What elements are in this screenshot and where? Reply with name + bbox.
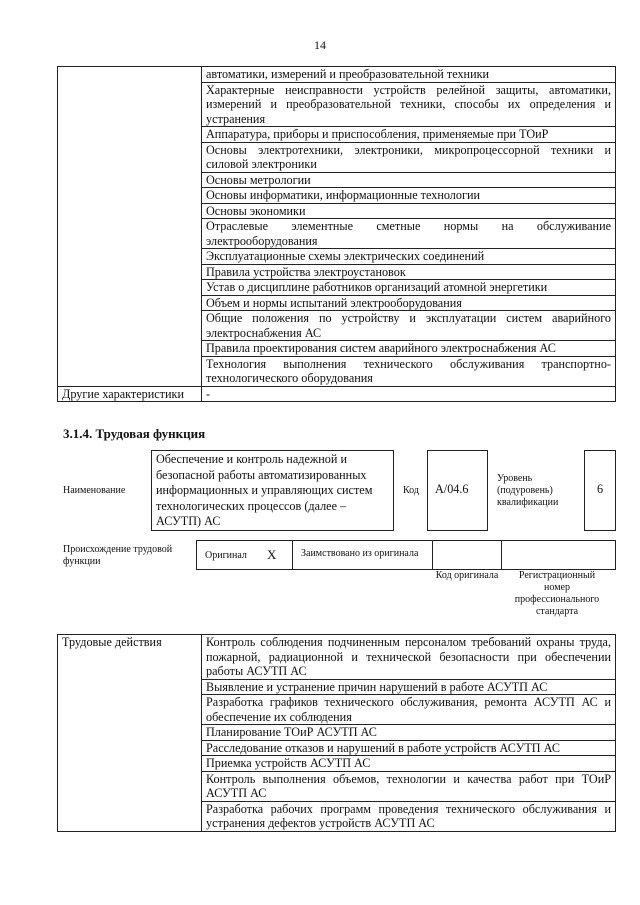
knowledge-item: Устав о дисциплине работников организаций атомной энергетики: [202, 280, 616, 296]
knowledge-item: Основы информатики, информационные технологии: [202, 188, 616, 204]
knowledge-item: Объем и нормы испытаний электрооборудования: [202, 295, 616, 311]
original-box: [196, 540, 293, 570]
knowledge-item: Основы экономики: [202, 203, 616, 219]
code-box: [427, 450, 488, 531]
knowledge-item: Эксплуатационные схемы электрических соединений: [202, 249, 616, 265]
borrowed-box: [292, 540, 433, 570]
original-mark: X: [267, 547, 277, 562]
origin-label: Происхождение трудовой функции: [63, 544, 173, 567]
action-item: Контроль выполнения объемов, технологии и качества работ при ТОиР АСУТП АС: [202, 771, 616, 801]
code-original-box: [432, 540, 502, 570]
knowledge-label-cell: [58, 67, 202, 387]
code-value: А/04.6: [435, 482, 469, 496]
knowledge-item: Правила проектирования систем аварийного электроснабжения АС: [202, 341, 616, 357]
knowledge-item: Технология выполнения технического обслуживания транспортно-технологического оборудования: [202, 356, 616, 386]
code-label: Код: [403, 485, 419, 496]
action-item: Выявление и устранение причин нарушений в работе АСУТП АС: [202, 679, 616, 695]
level-box: [584, 450, 616, 531]
action-item: Приемка устройств АСУТП АС: [202, 756, 616, 772]
reg-number-caption: Регистрационный номер профессионального стандарта: [514, 570, 600, 617]
knowledge-item: Правила устройства электроустановок: [202, 264, 616, 280]
actions-table: [57, 634, 616, 832]
knowledge-item: автоматики, измерений и преобразовательной техники: [202, 67, 616, 83]
knowledge-row: [58, 67, 616, 83]
action-item: Разработка рабочих программ проведения технического обслуживания и устранения дефектов устройств АСУТП АС: [202, 801, 616, 831]
knowledge-item: Основы метрологии: [202, 172, 616, 188]
actions-label: Трудовые действия: [58, 635, 202, 832]
code-original-caption: Код оригинала: [435, 570, 499, 581]
knowledge-item: Аппаратура, приборы и приспособления, применяемые при ТОиР: [202, 127, 616, 143]
section-title: 3.1.4. Трудовая функция: [63, 426, 206, 441]
other-value: -: [202, 386, 616, 402]
function-name-box: [151, 450, 394, 531]
level-label: Уровень (подуровень) квалификации: [497, 473, 559, 508]
original-label: Оригинал: [205, 550, 247, 561]
level-value: 6: [596, 482, 604, 496]
other-row: [58, 386, 616, 402]
knowledge-item: Основы электротехники, электроники, микропроцессорной техники и силовой электроники: [202, 142, 616, 172]
reg-number-box: [501, 540, 616, 570]
knowledge-item: Общие положения по устройству и эксплуатации систем аварийного электроснабжения АС: [202, 311, 616, 341]
function-name: Обеспечение и контроль надежной и безопасной работы автоматизированных информационных и управляющих систем технологических процессов (далее – АСУТП) АС: [156, 452, 373, 528]
action-item: Разработка графиков технического обслуживания, ремонта АСУТП АС и обеспечение их соблюдения: [202, 695, 616, 725]
action-item: Планирование ТОиР АСУТП АС: [202, 725, 616, 741]
action-row: [58, 635, 616, 680]
knowledge-item: Отраслевые элементные сметные нормы на обслуживание электрооборудования: [202, 219, 616, 249]
page-number: 14: [314, 38, 326, 52]
knowledge-table: [57, 66, 616, 402]
borrowed-label: Заимствовано из оригинала: [301, 548, 419, 559]
other-label: Другие характеристики: [58, 386, 202, 402]
name-label: Наименование: [63, 485, 126, 496]
action-item: Расследование отказов и нарушений в работе устройств АСУТП АС: [202, 740, 616, 756]
knowledge-item: Характерные неисправности устройств релейной защиты, автоматики, измерений и преобразовательной техники, способы их определения и устранения: [202, 82, 616, 127]
action-item: Контроль соблюдения подчиненным персоналом требований охраны труда, пожарной, радиационной и технической безопасности при обеспечении работы АСУТП АС: [202, 635, 616, 680]
